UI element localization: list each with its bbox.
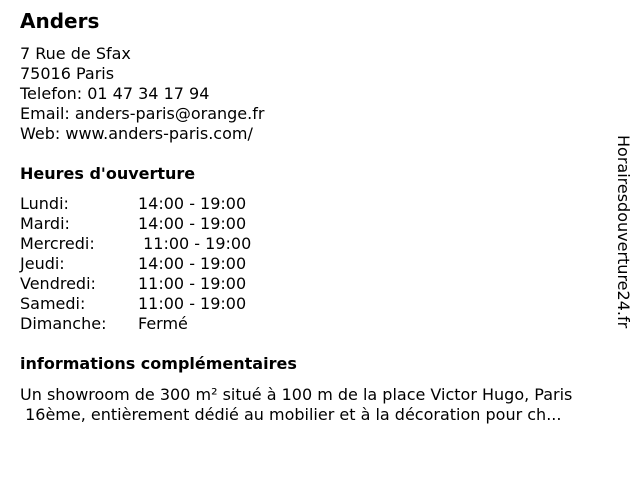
web-value[interactable]: www.anders-paris.com/ [65,124,253,143]
time-value: 14:00 - 19:00 [138,254,247,273]
contact-block [20,44,264,144]
address-city: 75016 Paris [20,64,115,83]
phone-label: Telefon: [20,84,83,103]
day-label: Lundi: [20,194,69,213]
email-label: Email: [20,104,70,123]
day-label: Dimanche: [20,314,107,333]
additional-info-heading: informations complémentaires [20,354,297,373]
hours-row-tuesday [20,214,251,234]
time-value: Fermé [138,314,188,333]
address-street: 7 Rue de Sfax [20,44,131,63]
info-line: 16ème, entièrement dédié au mobilier et à la décoration pour ch... [20,405,562,424]
phone-line [20,84,264,104]
web-line [20,124,264,144]
page-title: Anders [20,9,100,33]
email-value[interactable]: anders-paris@orange.fr [74,104,265,123]
day-label: Samedi: [20,294,86,313]
day-label: Mardi: [20,214,70,233]
site-watermark: Horairesdouverture24.fr [614,135,633,329]
time-value: 14:00 - 19:00 [138,194,247,213]
time-value: 11:00 - 19:00 [138,294,247,313]
hours-row-wednesday [20,234,251,254]
time-value: 14:00 - 19:00 [138,214,247,233]
hours-row-saturday [20,294,251,314]
day-label: Jeudi: [20,254,65,273]
hours-row-sunday [20,314,251,334]
day-label: Mercredi: [20,234,95,253]
opening-hours-heading: Heures d'ouverture [20,164,196,183]
hours-row-thursday [20,254,251,274]
hours-row-monday [20,194,251,214]
day-label: Vendredi: [20,274,96,293]
opening-hours-table [20,194,251,334]
info-line: Un showroom de 300 m² situé à 100 m de la place Victor Hugo, Paris [20,385,573,404]
additional-info-text [20,385,632,425]
hours-row-friday [20,274,251,294]
time-value: 11:00 - 19:00 [138,234,252,253]
time-value: 11:00 - 19:00 [138,274,247,293]
web-label: Web: [20,124,61,143]
email-line [20,104,264,124]
phone-value[interactable]: 01 47 34 17 94 [87,84,210,103]
